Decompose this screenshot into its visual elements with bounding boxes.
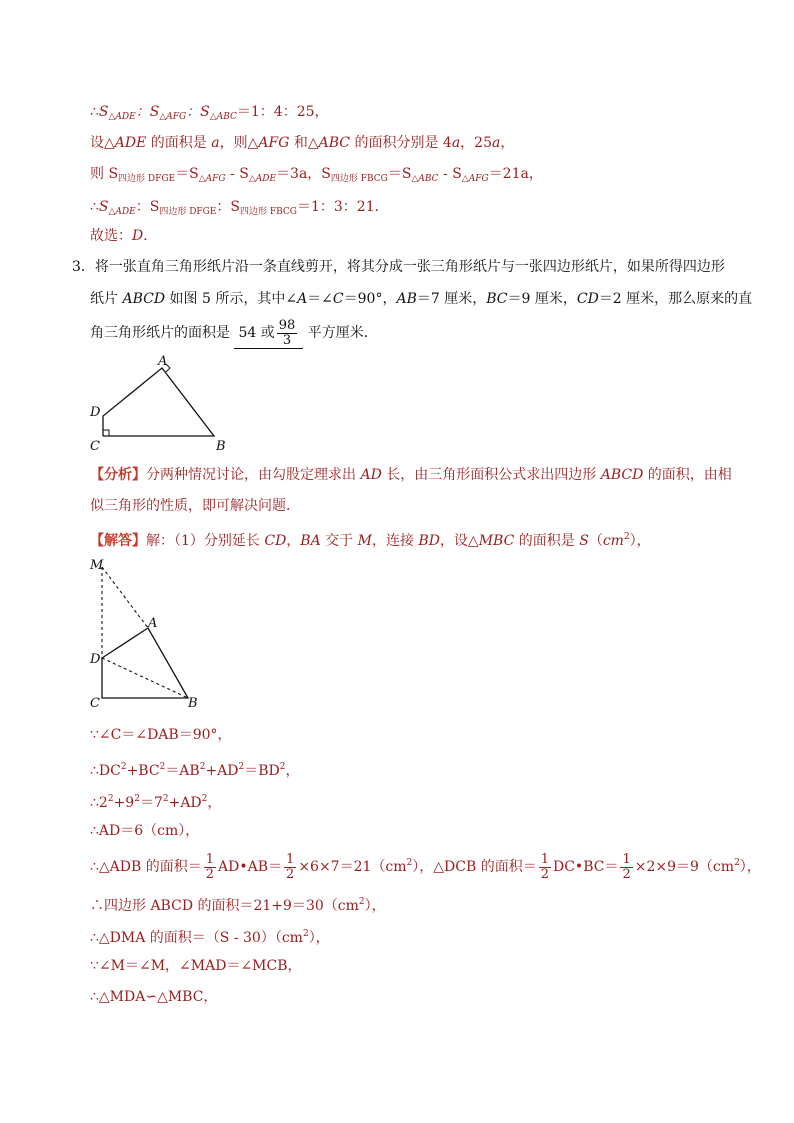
area-assumption-line: [90, 133, 514, 153]
quadrilateral-outline: [102, 628, 188, 698]
analysis-line-2: [90, 496, 300, 516]
text: 的面积分别是 4: [350, 135, 452, 151]
superscript: 2: [623, 532, 630, 542]
text: ABC: [318, 135, 350, 151]
label-c: C: [90, 696, 100, 711]
step-8: [90, 956, 302, 976]
step-7: [90, 924, 330, 948]
text: 分两种情况讨论，由勾股定理求出: [146, 467, 361, 483]
denominator: 2: [205, 866, 215, 882]
subscript: △ADE: [108, 112, 136, 122]
text: 角三角形纸片的面积是: [90, 325, 235, 341]
text: ADE: [114, 135, 147, 151]
denominator: 2: [622, 866, 631, 882]
figure-triangle-mbc: [80, 555, 220, 715]
text: 将一张直角三角形纸片沿一条直线剪开，将其分成一张三角形纸片与一张四边形纸片，如果所得四边形: [94, 259, 725, 275]
text: 似三角形的性质，即可解决问题．: [90, 498, 300, 514]
text: 如图 5 所示，其中∠: [165, 291, 298, 307]
text: MBC: [478, 533, 515, 549]
text: 的面积是: [146, 135, 212, 151]
superscript: 2: [107, 794, 114, 804]
text: ＝7: [139, 795, 163, 811]
step-4: [90, 821, 199, 841]
subscript: △ADE: [108, 207, 136, 217]
text: CD: [264, 533, 287, 549]
problem-3-line-1: [72, 257, 725, 277]
text: BA: [300, 533, 321, 549]
text: 设△: [90, 135, 115, 151]
text: 的面积是: [514, 533, 580, 549]
superscript: 2: [302, 929, 309, 939]
denominator: 2: [540, 866, 549, 882]
fraction-half: [620, 853, 632, 882]
denominator: 3: [282, 332, 292, 348]
text: ∴△DMA 的面积＝（S - 30）（cm: [90, 930, 303, 946]
fraction-half: [284, 853, 296, 882]
label-b: B: [216, 439, 226, 454]
text: ＝S: [175, 166, 199, 182]
step-2: [90, 757, 300, 781]
text: cm: [602, 533, 624, 549]
superscript: 2: [159, 762, 166, 772]
superscript: 2: [199, 762, 206, 772]
text: 故选：: [90, 228, 132, 244]
text: S: [98, 104, 109, 120]
text: C: [332, 291, 344, 307]
superscript: 2: [201, 794, 208, 804]
text: ∴AD＝6（cm），: [90, 823, 200, 839]
step-5: [90, 848, 761, 882]
text: ，25: [460, 135, 492, 151]
text: ∴四边形 ABCD 的面积＝21+9＝30（cm: [90, 898, 359, 914]
subscript: △ABC: [209, 112, 237, 122]
subscript: △ABC: [411, 174, 439, 184]
text: 纸片: [90, 291, 123, 307]
numerator: 1: [622, 851, 631, 867]
text: D: [132, 228, 144, 244]
text: 交于: [320, 533, 358, 549]
text: ＝1：3：21．: [296, 199, 389, 215]
text: BD: [418, 533, 440, 549]
text: ＝S: [387, 166, 412, 182]
fraction-half: [539, 853, 551, 882]
subscript: 四边形 DFGE: [118, 174, 176, 184]
step-1: [90, 725, 232, 745]
text: ×6×7＝21（cm: [298, 859, 407, 875]
subscript: 四边形 FBCG: [240, 207, 297, 217]
superscript: 2: [134, 794, 140, 804]
text: CD: [576, 291, 599, 307]
text: ＝AB: [165, 763, 200, 779]
subscript: △AFG: [159, 112, 187, 122]
text: ），: [629, 533, 651, 549]
text: ：S: [186, 104, 210, 120]
quadrilateral-area-line: [90, 164, 543, 189]
numerator: 1: [205, 851, 215, 867]
problem-3-line-3: [90, 318, 378, 349]
subscript: 四边形 FBCG: [330, 174, 388, 184]
text: 则 S: [90, 166, 119, 182]
text: ∴△MDA∽△MBC，: [90, 989, 218, 1005]
subscript: 四边形 DFGE: [159, 207, 217, 217]
text: AD: [360, 467, 382, 483]
text: +BC: [126, 763, 160, 779]
subscript: △AFG: [198, 174, 226, 184]
text: ，: [207, 795, 222, 811]
text: 和△: [289, 135, 319, 151]
answer-fraction: [277, 319, 298, 348]
text: ），: [308, 930, 330, 946]
text: a: [451, 135, 461, 151]
text: a: [211, 135, 220, 151]
text: AFG: [258, 135, 290, 151]
text: +AD: [168, 795, 202, 811]
numerator: 1: [540, 851, 549, 867]
numerator: 1: [286, 851, 295, 867]
solution-tag: 【解答】: [90, 533, 146, 549]
text: ：S: [135, 199, 160, 215]
text: DC•BC＝: [553, 859, 619, 875]
subscript: △ADE: [248, 174, 277, 184]
text: BC: [486, 291, 508, 307]
text: ，: [286, 533, 301, 549]
superscript: 2: [358, 897, 365, 907]
text: ，: [285, 763, 300, 779]
problem-3-line-2: [90, 289, 752, 309]
subscript: △AFG: [461, 174, 489, 184]
text: ∵∠M＝∠M，∠MAD＝∠MCB，: [90, 958, 302, 974]
denominator: 2: [286, 866, 295, 882]
text: ：S: [135, 104, 160, 120]
text: ∴DC: [90, 763, 121, 779]
text: ＝2 厘米，那么原来的直: [598, 291, 753, 307]
step-6: [90, 892, 386, 916]
solution-line-1: [90, 527, 651, 551]
text: 解：（1）分别延长: [146, 533, 265, 549]
step-9: [90, 987, 217, 1007]
text: 长，由三角形面积公式求出四边形: [381, 467, 601, 483]
superscript: 2: [120, 762, 127, 772]
text: （: [588, 533, 603, 549]
answer-blank: [234, 318, 303, 349]
text: ：S: [216, 199, 241, 215]
analysis-line-1: [90, 465, 732, 485]
text: +9: [113, 795, 135, 811]
text: ，: [500, 135, 515, 151]
answer-text: 54 或: [238, 325, 275, 341]
text: ＝BD: [244, 763, 280, 779]
fraction-half: [204, 853, 216, 882]
text: a: [492, 135, 501, 151]
text: S: [98, 199, 109, 215]
text: A: [297, 291, 308, 307]
text: M: [357, 533, 372, 549]
segment-ma-dashed: [102, 567, 148, 628]
label-c: C: [90, 439, 100, 454]
superscript: 2: [734, 858, 740, 868]
label-a: A: [158, 354, 168, 369]
text: ＝9 厘米，: [507, 291, 577, 307]
text: ∵∠C＝∠DAB＝90°，: [90, 727, 232, 743]
text: ．: [143, 228, 158, 244]
label-b: B: [188, 696, 198, 711]
text: ABCD: [600, 467, 644, 483]
text: 平方厘米．: [303, 325, 378, 341]
text: ABCD: [122, 291, 166, 307]
text: ，设△: [439, 533, 479, 549]
label-m: M: [90, 558, 104, 573]
problem-number: 3．: [72, 259, 95, 275]
superscript: 2: [279, 762, 286, 772]
text: ∴2: [90, 795, 108, 811]
analysis-tag: 【分析】: [90, 467, 146, 483]
figure-quadrilateral-abcd: [80, 352, 240, 462]
label-a: A: [148, 616, 158, 631]
ratio-line-1: [90, 102, 329, 127]
right-angle-c: [103, 430, 109, 436]
text: ＝∠: [307, 291, 333, 307]
superscript: 2: [162, 794, 169, 804]
text: 的面积，由相: [643, 467, 732, 483]
text: AB: [396, 291, 417, 307]
text: ＝1：4：25，: [236, 104, 329, 120]
text: ＝7 厘米，: [416, 291, 487, 307]
numerator: 98: [278, 317, 296, 333]
step-3: [90, 789, 221, 813]
therefore-symbol: ∴: [90, 104, 99, 120]
label-d: D: [90, 405, 101, 420]
text: ），△DCB 的面积＝: [412, 859, 537, 875]
therefore-symbol: ∴: [90, 199, 99, 215]
superscript: 2: [238, 762, 245, 772]
text: S: [579, 533, 589, 549]
text: - S: [225, 166, 249, 182]
text: ＝90°，: [343, 291, 397, 307]
text: ＝21a，: [488, 166, 543, 182]
text: ＝3a，S: [276, 166, 331, 182]
text: ，连接: [371, 533, 419, 549]
segment-db-dashed: [102, 658, 188, 698]
text: - S: [438, 166, 462, 182]
ratio-line-2: [90, 197, 389, 222]
text: ×2×9＝9（cm: [634, 859, 735, 875]
text: ），: [739, 859, 761, 875]
superscript: 2: [406, 858, 413, 868]
text: ），: [364, 898, 386, 914]
label-d: D: [90, 652, 101, 667]
text: ，则△: [219, 135, 259, 151]
text: AD•AB＝: [218, 859, 283, 875]
quadrilateral-outline: [103, 368, 214, 436]
text: +AD: [205, 763, 239, 779]
text: ∴△ADB 的面积＝: [90, 859, 202, 875]
answer-choice-line: [90, 226, 157, 246]
